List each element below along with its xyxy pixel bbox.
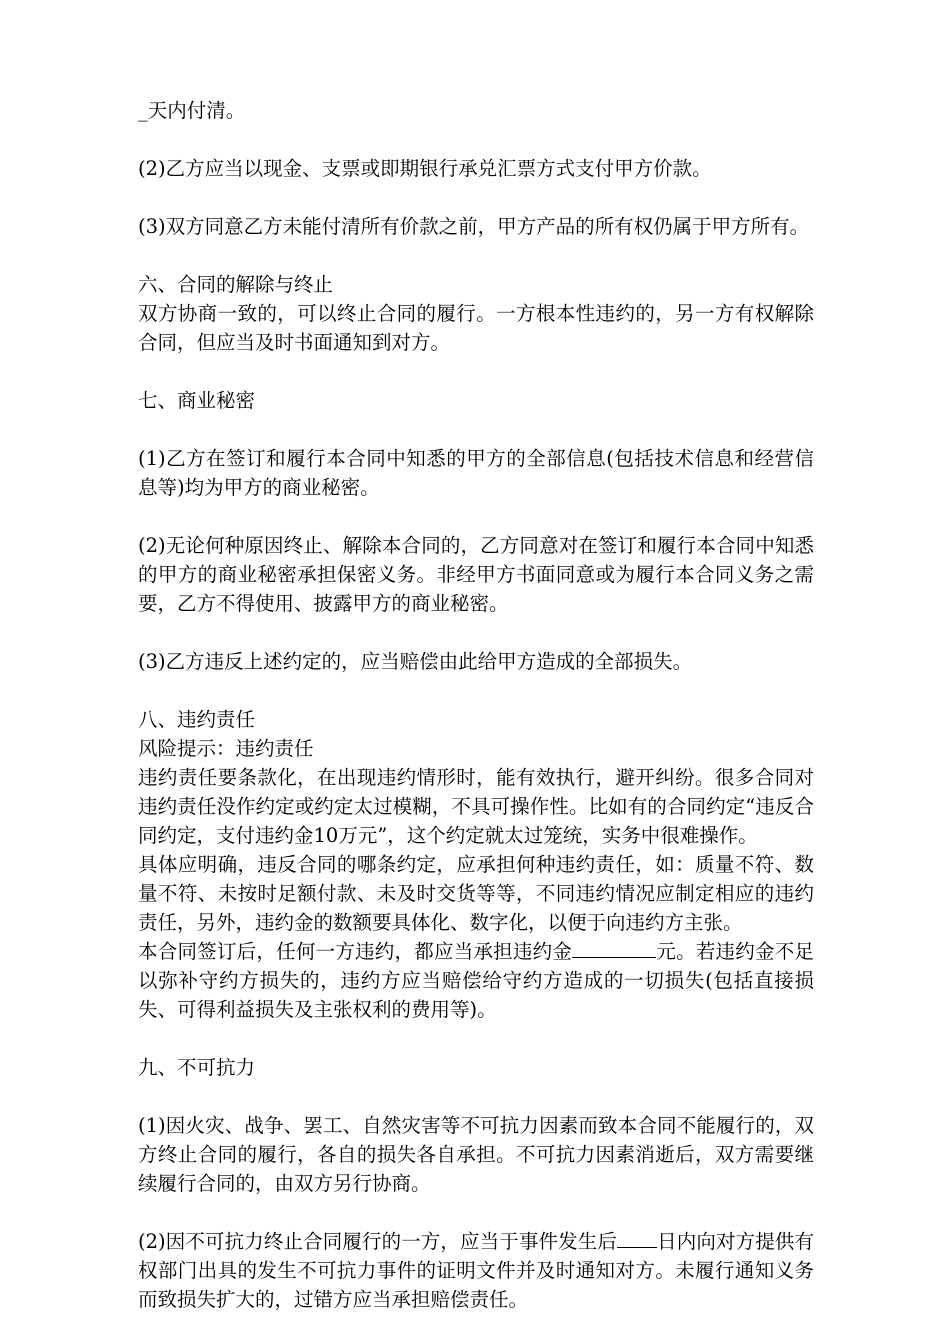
- days-blank: [617, 1227, 657, 1248]
- section-title: 六、合同的解除与终止: [138, 273, 334, 296]
- blank-underscore: _: [138, 99, 148, 122]
- payment-term-tail-text: 天内付清。: [147, 99, 246, 122]
- section-trade-secrets: [138, 386, 814, 676]
- trade-secret-clause-3: (3)乙方违反上述约定的，应当赔偿由此给甲方造成的全部损失。: [138, 650, 693, 673]
- trade-secret-clause-1: (1)乙方在签订和履行本合同中知悉的甲方的全部信息(包括技术信息和经营信息等)均为甲方的商业秘密。: [138, 447, 814, 499]
- penalty-amount-blank: [572, 937, 656, 958]
- section-title: 八、违约责任: [138, 708, 256, 731]
- termination-body: 双方协商一致的，可以终止合同的履行。一方根本性违约的，另一方有权解除合同，但应当及时书面通知到对方。: [138, 302, 814, 354]
- liability-para-3: [138, 937, 814, 1024]
- payment-method-clause: (2)乙方应当以现金、支票或即期银行承兑汇票方式支付甲方价款。: [138, 157, 712, 180]
- liability-para-2: 具体应明确，违反合同的哪条约定，应承担何种违约责任，如：质量不符、数量不符、未按时足额付款、未及时交货等等，不同违约情况应制定相应的违约责任，另外，违约金的数额要具体化、数字化，以便于向违约方主张。: [138, 853, 814, 934]
- force-majeure-clause-2-rest: 日内向对方提供有权部门出具的发生不可抗力事件的证明文件并及时通知对方。未履行通知义务而致损失扩大的，过错方应当承担赔偿责任。: [138, 1230, 814, 1311]
- section-title: 七、商业秘密: [138, 389, 256, 412]
- section-liability: [138, 705, 814, 1024]
- liability-para-3-rest: 元。若违约金不足以弥补守约方损失的，违约方应当赔偿给守约方造成的一切损失(包括直接损失、可得利益损失及主张权利的费用等)。: [138, 940, 814, 1021]
- trade-secret-clause-2: (2)无论何种原因终止、解除本合同的，乙方同意对在签订和履行本合同中知悉的甲方的商业秘密承担保密义务。非经甲方书面同意或为履行本合同义务之需要，乙方不得使用、披露甲方的商业秘密。: [138, 534, 814, 615]
- force-majeure-clause-1: (1)因火灾、战争、罢工、自然灾害等不可抗力因素而致本合同不能履行的，双方终止合同的履行，各自的损失各自承担。不可抗力因素消逝后，双方需要继续履行合同的，由双方另行协商。: [138, 1114, 814, 1195]
- document-page: [138, 96, 814, 1314]
- ownership-clause: (3)双方同意乙方未能付清所有价款之前，甲方产品的所有权仍属于甲方所有。: [138, 215, 810, 238]
- payment-term-tail: [138, 96, 814, 125]
- liability-para-3-lead: 本合同签订后，任何一方违约，都应当承担违约金: [138, 940, 573, 963]
- section-termination: [138, 270, 814, 357]
- force-majeure-clause-2-lead: (2)因不可抗力终止合同履行的一方，应当于事件发生后: [138, 1230, 618, 1253]
- risk-note: 风险提示：违约责任: [138, 737, 314, 760]
- section-title: 九、不可抗力: [138, 1056, 256, 1079]
- force-majeure-clause-2: [138, 1227, 814, 1314]
- liability-para-1: 违约责任要条款化，在出现违约情形时，能有效执行，避开纠纷。很多合同对违约责任没作约定或约定太过模糊，不具可操作性。比如有的合同约定“违反合同约定，支付违约金10万元”，这个约定就太过笼统，实务中很难操作。: [138, 766, 814, 847]
- section-force-majeure: [138, 1053, 814, 1314]
